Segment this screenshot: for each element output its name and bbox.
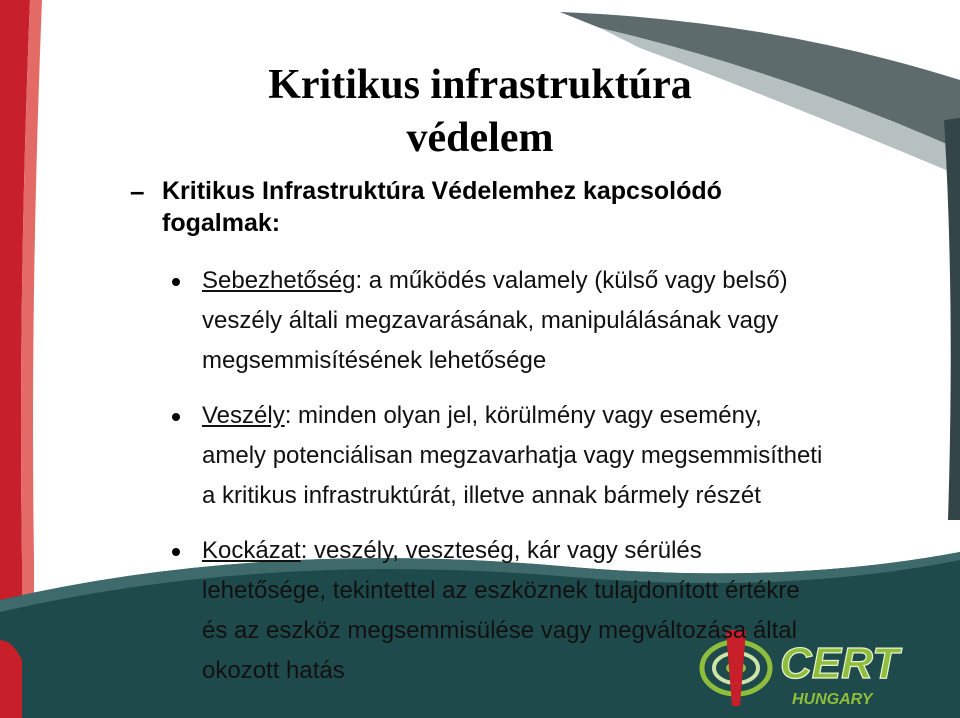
slide-title-line-1: Kritikus infrastruktúra (268, 62, 692, 108)
bullet-line-2: veszély általi megzavarásának, manipulálásának vagy (202, 307, 779, 334)
bullet-line-1 (202, 531, 952, 571)
heading-line-1: Kritikus Infrastruktúra Védelemhez kapcsolódó (162, 177, 722, 205)
bullet-dot (172, 413, 180, 421)
bullet-sebezhetoseg (172, 261, 952, 381)
bullet-dot (172, 548, 180, 556)
bullet-veszely (172, 396, 952, 516)
bullet-line-3: és az eszköz megsemmisülése vagy megváltozása által (202, 617, 797, 644)
heading-line-2: fogalmak: (162, 209, 281, 237)
bullet-kockazat (172, 531, 952, 701)
logo-word: CERT (780, 639, 899, 688)
bullet-line-1-rest: : minden olyan jel, körülmény vagy esemény, (284, 402, 762, 429)
slide-title-line-2: védelem (406, 115, 554, 161)
heading-text (162, 175, 862, 239)
bullet-line-1-rest: : veszély, veszteség, kár vagy sérülés (300, 537, 702, 564)
term-link[interactable]: Kockázat (202, 537, 301, 564)
bullet-body (202, 396, 952, 516)
bullet-line-1-rest: : a működés valamely (külső vagy belső) (355, 267, 788, 294)
term-link[interactable]: Veszély (202, 402, 285, 429)
bullet-line-3: megsemmisítésének lehetősége (202, 347, 547, 374)
bullet-body (202, 261, 952, 381)
heading-dash-marker: – (130, 176, 145, 206)
bullet-body (202, 531, 952, 691)
logo-sub: HUNGARY (792, 691, 873, 708)
bullet-line-4: okozott hatás (202, 657, 345, 684)
term-link[interactable]: Sebezhetőség (202, 267, 356, 294)
bullet-line-3: a kritikus infrastruktúrát, illetve annak bármely részét (202, 482, 761, 509)
bullet-dot (172, 278, 180, 286)
bullet-line-2: amely potenciálisan megzavarhatja vagy megsemmisítheti (202, 442, 823, 469)
bullet-line-2: lehetősége, tekintettel az eszköznek tulajdonított értékre (202, 577, 800, 604)
bullet-line-1 (202, 261, 952, 301)
bullet-line-1 (202, 396, 952, 436)
